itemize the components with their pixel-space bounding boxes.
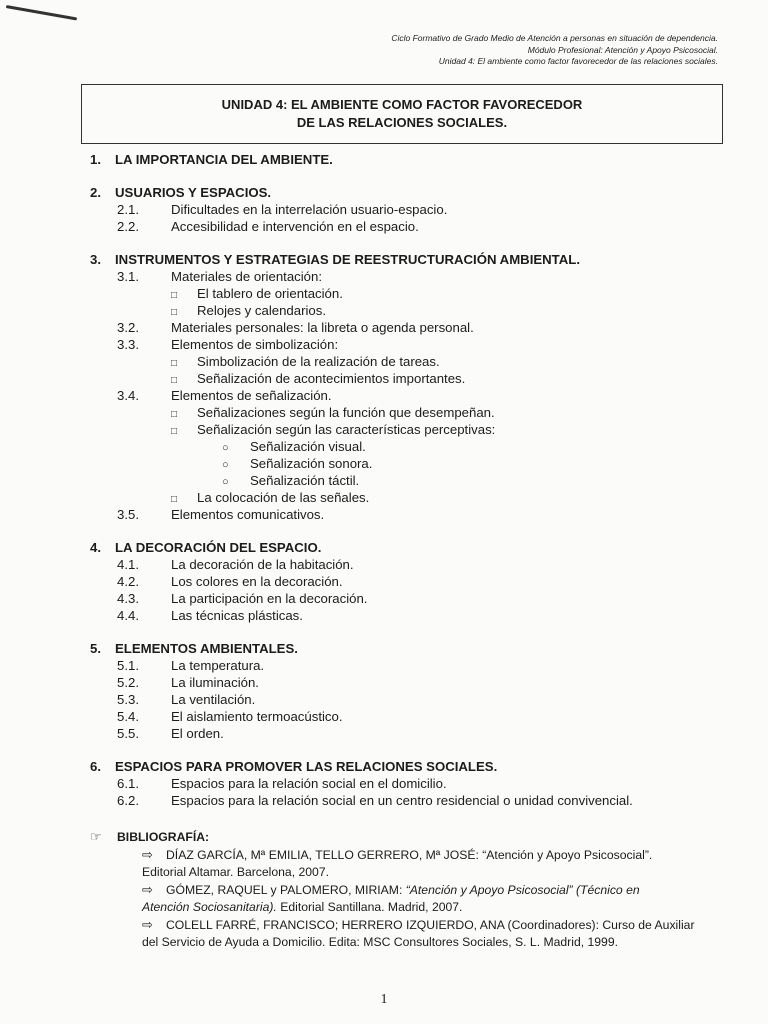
outline-arrow-icon: ⇨ bbox=[142, 917, 153, 932]
unit-title-line: UNIDAD 4: EL AMBIENTE COMO FACTOR FAVORECEDOR bbox=[221, 97, 583, 112]
subsection-number: 6.2. bbox=[117, 793, 139, 808]
section-number: 5. bbox=[90, 641, 101, 656]
section-number: 2. bbox=[90, 185, 101, 200]
subsection-text: Espacios para la relación social en el domicilio. bbox=[171, 776, 447, 791]
bullet-item bbox=[90, 404, 730, 421]
square-bullet-icon: □ bbox=[171, 494, 178, 505]
subsection-item bbox=[90, 268, 730, 285]
subsection-item bbox=[90, 336, 730, 353]
section-heading bbox=[90, 184, 730, 201]
subsection-text: Elementos comunicativos. bbox=[171, 507, 325, 522]
bullet-text: Señalizaciones según la función que desempeñan. bbox=[197, 405, 495, 420]
subsection-item bbox=[90, 674, 730, 691]
subsection-item bbox=[90, 792, 730, 809]
bullet-item bbox=[90, 370, 730, 387]
subsection-item bbox=[90, 387, 730, 404]
header-line: Módulo Profesional: Atención y Apoyo Psicosocial. bbox=[527, 44, 718, 55]
sub-bullet-item bbox=[90, 472, 730, 489]
subsection-number: 3.2. bbox=[117, 320, 139, 335]
entry-text: COLELL FARRÉ, FRANCISCO; HERRERO IZQUIERDO, ANA (Coordinadores): Curso de Auxiliar bbox=[166, 918, 695, 932]
section-title: LA IMPORTANCIA DEL AMBIENTE. bbox=[115, 152, 333, 167]
section-heading bbox=[90, 758, 730, 775]
subsection-item bbox=[90, 556, 730, 573]
outline-section bbox=[90, 251, 730, 523]
square-bullet-icon: □ bbox=[171, 358, 178, 369]
bullet-text: La colocación de las señales. bbox=[197, 490, 370, 505]
subsection-item bbox=[90, 573, 730, 590]
pointing-hand-icon: ☞ bbox=[90, 829, 102, 844]
section-title: USUARIOS Y ESPACIOS. bbox=[115, 185, 272, 200]
bullet-text: Simbolización de la realización de tareas. bbox=[197, 354, 440, 369]
section-title: ELEMENTOS AMBIENTALES. bbox=[115, 641, 298, 656]
subsection-text: Espacios para la relación social en un centro residencial o unidad convivencial. bbox=[171, 793, 633, 808]
subsection-number: 5.5. bbox=[117, 726, 139, 741]
bullet-item bbox=[90, 285, 730, 302]
bullet-text: Señalización según las características perceptivas: bbox=[197, 422, 496, 437]
bullet-text: Relojes y calendarios. bbox=[197, 303, 327, 318]
entry-continuation bbox=[90, 934, 730, 951]
sub-bullet-item bbox=[90, 455, 730, 472]
section-heading bbox=[90, 539, 730, 556]
section-title: INSTRUMENTOS Y ESTRATEGIAS DE REESTRUCTURACIÓN AMBIENTAL. bbox=[115, 252, 581, 267]
entry-line bbox=[142, 916, 730, 934]
bullet-item bbox=[90, 353, 730, 370]
section-number: 6. bbox=[90, 759, 101, 774]
subsection-item bbox=[90, 607, 730, 624]
subsection-item bbox=[90, 201, 730, 218]
section-number: 4. bbox=[90, 540, 101, 555]
outline-section bbox=[90, 184, 730, 235]
subsection-text: Materiales personales: la libreta o agenda personal. bbox=[171, 320, 474, 335]
entry-text: DÍAZ GARCÍA, Mª EMILIA, TELLO GERRERO, Mª JOSÉ: “Atención y Apoyo Psicosocial”. bbox=[166, 848, 653, 862]
subsection-number: 4.4. bbox=[117, 608, 139, 623]
subsection-number: 5.4. bbox=[117, 709, 139, 724]
bibliography-entry bbox=[142, 916, 730, 951]
subsection-item bbox=[90, 506, 730, 523]
bibliography-entry bbox=[142, 846, 730, 881]
subsection-item bbox=[90, 657, 730, 674]
subsection-number: 4.2. bbox=[117, 574, 139, 589]
circle-bullet-icon: ○ bbox=[222, 442, 229, 454]
section-number: 3. bbox=[90, 252, 101, 267]
entry-text: Editorial Santillana. Madrid, 2007. bbox=[276, 900, 463, 914]
entry-continuation bbox=[90, 864, 730, 881]
square-bullet-icon: □ bbox=[171, 375, 178, 386]
subsection-number: 3.5. bbox=[117, 507, 139, 522]
subsection-item bbox=[90, 775, 730, 792]
subsection-text: El aislamiento termoacústico. bbox=[171, 709, 343, 724]
subsection-text: La ventilación. bbox=[171, 692, 256, 707]
bullet-item bbox=[90, 421, 730, 438]
circle-bullet-icon: ○ bbox=[222, 459, 229, 471]
square-bullet-icon: □ bbox=[171, 290, 178, 301]
unit-title-line: DE LAS RELACIONES SOCIALES. bbox=[296, 115, 508, 130]
section-number: 1. bbox=[90, 152, 101, 167]
bullet-text: El tablero de orientación. bbox=[197, 286, 343, 301]
subsection-text: Elementos de simbolización: bbox=[171, 337, 339, 352]
entry-text: GÓMEZ, RAQUEL y PALOMERO, MIRIAM: bbox=[166, 883, 406, 897]
subsection-text: La decoración de la habitación. bbox=[171, 557, 354, 572]
subsection-text: Los colores en la decoración. bbox=[171, 574, 343, 589]
entry-text: Editorial Altamar. Barcelona, 2007. bbox=[142, 865, 329, 879]
entry-line bbox=[142, 846, 730, 864]
header-line: Unidad 4: El ambiente como factor favorecedor de las relaciones sociales. bbox=[438, 56, 718, 66]
subsection-number: 4.1. bbox=[117, 557, 139, 572]
subsection-number: 2.1. bbox=[117, 202, 139, 217]
entry-line bbox=[142, 881, 730, 899]
section-heading bbox=[90, 251, 730, 268]
subsection-number: 3.4. bbox=[117, 388, 139, 403]
entry-title-italic: “Atención y Apoyo Psicosocial” (Técnico en bbox=[405, 883, 640, 897]
bullet-text: Señalización de acontecimientos importantes. bbox=[197, 371, 466, 386]
subsection-number: 3.3. bbox=[117, 337, 139, 352]
outline-section bbox=[90, 640, 730, 742]
outline-arrow-icon: ⇨ bbox=[142, 847, 153, 862]
subsection-number: 5.2. bbox=[117, 675, 139, 690]
square-bullet-icon: □ bbox=[171, 307, 178, 318]
scan-pen-mark bbox=[6, 5, 77, 20]
subsection-item bbox=[90, 725, 730, 742]
subsection-text: Materiales de orientación: bbox=[171, 269, 323, 284]
subsection-text: Las técnicas plásticas. bbox=[171, 608, 303, 623]
bibliography-title: BIBLIOGRAFÍA: bbox=[117, 830, 210, 844]
section-title: LA DECORACIÓN DEL ESPACIO. bbox=[115, 540, 322, 555]
page-number: 1 bbox=[380, 992, 388, 1007]
subsection-number: 4.3. bbox=[117, 591, 139, 606]
subsection-item bbox=[90, 218, 730, 235]
outline-section bbox=[90, 151, 730, 168]
bullet-item bbox=[90, 489, 730, 506]
bullet-item bbox=[90, 302, 730, 319]
subsection-number: 5.3. bbox=[117, 692, 139, 707]
square-bullet-icon: □ bbox=[171, 426, 178, 437]
subsection-text: El orden. bbox=[171, 726, 224, 741]
subsection-text: Dificultades en la interrelación usuario-espacio. bbox=[171, 202, 448, 217]
subsection-number: 6.1. bbox=[117, 776, 139, 791]
subsection-item bbox=[90, 319, 730, 336]
unit-title-box bbox=[81, 84, 723, 144]
subsection-item bbox=[90, 590, 730, 607]
square-bullet-icon: □ bbox=[171, 409, 178, 420]
subsection-number: 2.2. bbox=[117, 219, 139, 234]
bibliography-entries bbox=[90, 846, 730, 951]
subsection-text: La temperatura. bbox=[171, 658, 265, 673]
section-heading bbox=[90, 151, 730, 168]
outline-section bbox=[90, 539, 730, 624]
section-title: ESPACIOS PARA PROMOVER LAS RELACIONES SOCIALES. bbox=[115, 759, 498, 774]
subsection-text: La iluminación. bbox=[171, 675, 259, 690]
bibliography-entry bbox=[142, 881, 730, 916]
subsection-item bbox=[90, 691, 730, 708]
subsection-text: La participación en la decoración. bbox=[171, 591, 368, 606]
sub-bullet-text: Señalización visual. bbox=[250, 439, 366, 454]
subsection-item bbox=[90, 708, 730, 725]
sub-bullet-item bbox=[90, 438, 730, 455]
document-header bbox=[391, 33, 718, 68]
outline-section bbox=[90, 758, 730, 809]
section-heading bbox=[90, 640, 730, 657]
subsection-number: 3.1. bbox=[117, 269, 139, 284]
header-line: Ciclo Formativo de Grado Medio de Atención a personas en situación de dependencia. bbox=[391, 33, 718, 43]
entry-title-italic: Atención Sociosanitaria). bbox=[142, 900, 277, 914]
subsection-text: Accesibilidad e intervención en el espacio. bbox=[171, 219, 419, 234]
subsection-number: 5.1. bbox=[117, 658, 139, 673]
unit-outline bbox=[90, 151, 730, 809]
subsection-text: Elementos de señalización. bbox=[171, 388, 332, 403]
circle-bullet-icon: ○ bbox=[222, 476, 229, 488]
outline-arrow-icon: ⇨ bbox=[142, 882, 153, 897]
bibliography bbox=[90, 829, 730, 951]
entry-continuation bbox=[90, 899, 730, 916]
sub-bullet-text: Señalización táctil. bbox=[250, 473, 360, 488]
bibliography-heading bbox=[90, 829, 730, 846]
entry-text: del Servicio de Ayuda a Domicilio. Edita: MSC Consultores Sociales, S. L. Madrid, 1999. bbox=[142, 935, 618, 949]
sub-bullet-text: Señalización sonora. bbox=[250, 456, 373, 471]
